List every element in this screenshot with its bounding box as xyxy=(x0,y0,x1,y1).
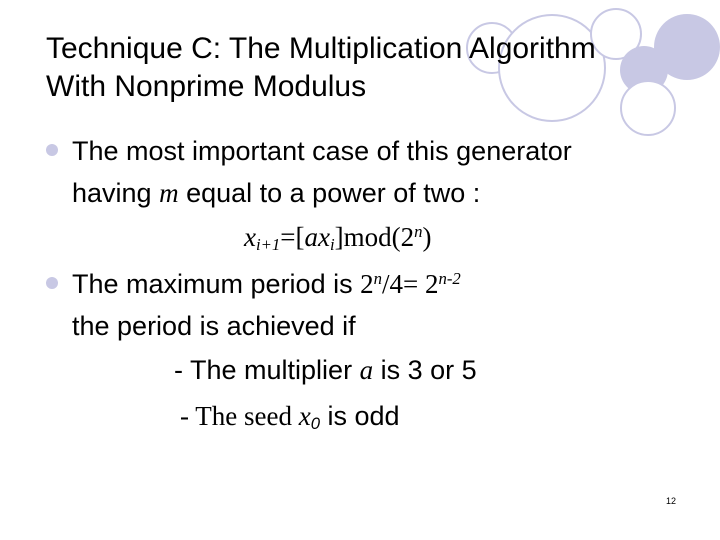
variable-m: m xyxy=(159,178,179,208)
condition-2-text-b: is odd xyxy=(320,401,400,431)
variable-a: a xyxy=(359,355,374,385)
condition-2-text-a: - The seed xyxy=(180,401,299,431)
formula-close: ) xyxy=(422,222,432,252)
condition-intro: the period is achieved if xyxy=(72,311,356,341)
page-number: 12 xyxy=(666,496,677,506)
formula-x: x xyxy=(244,222,256,252)
bullet-1-text-b: having xyxy=(72,178,160,208)
period-base: 2 xyxy=(360,269,374,299)
condition-seed xyxy=(180,399,400,433)
bullet-1-text: The most important case of this generator xyxy=(72,136,572,166)
bullet-2-text-a: The maximum period is xyxy=(72,269,361,299)
condition-multiplier xyxy=(174,353,477,387)
period-mid: /4= 2 xyxy=(381,269,439,299)
formula-x2: x xyxy=(318,222,330,252)
bullet-2-text xyxy=(72,267,461,301)
bullet-1-text-c: equal to a power of two : xyxy=(178,178,481,208)
seed-subscript: 0 xyxy=(310,414,321,434)
slide-title xyxy=(46,30,596,106)
formula-x-subscript: i+1 xyxy=(255,235,281,255)
variable-x: x xyxy=(298,401,311,431)
circle-bullet-icon xyxy=(46,277,58,289)
recurrence-formula xyxy=(244,220,432,254)
formula-eq: =[ xyxy=(280,222,305,252)
period-exponent-n-2: n-2 xyxy=(438,268,461,288)
bullet-1-continuation xyxy=(72,176,480,210)
condition-1-text-b: is 3 or 5 xyxy=(373,355,477,385)
decorative-circle-outline-icon xyxy=(620,80,676,136)
condition-1-text-a: - The multiplier xyxy=(174,355,360,385)
decorative-circle-filled-icon xyxy=(654,14,720,80)
slide-title-line-2: With Nonprime Modulus xyxy=(46,70,367,103)
formula-mod: ]mod(2 xyxy=(334,222,415,252)
formula-a: a xyxy=(304,222,319,252)
formula-x2-subscript: i xyxy=(330,235,335,255)
period-exponent-n: n xyxy=(373,268,382,288)
slide-title-line-1: Technique C: The Multiplication Algorithm xyxy=(46,32,596,65)
circle-bullet-icon xyxy=(46,144,58,156)
formula-n-exponent: n xyxy=(414,221,423,241)
